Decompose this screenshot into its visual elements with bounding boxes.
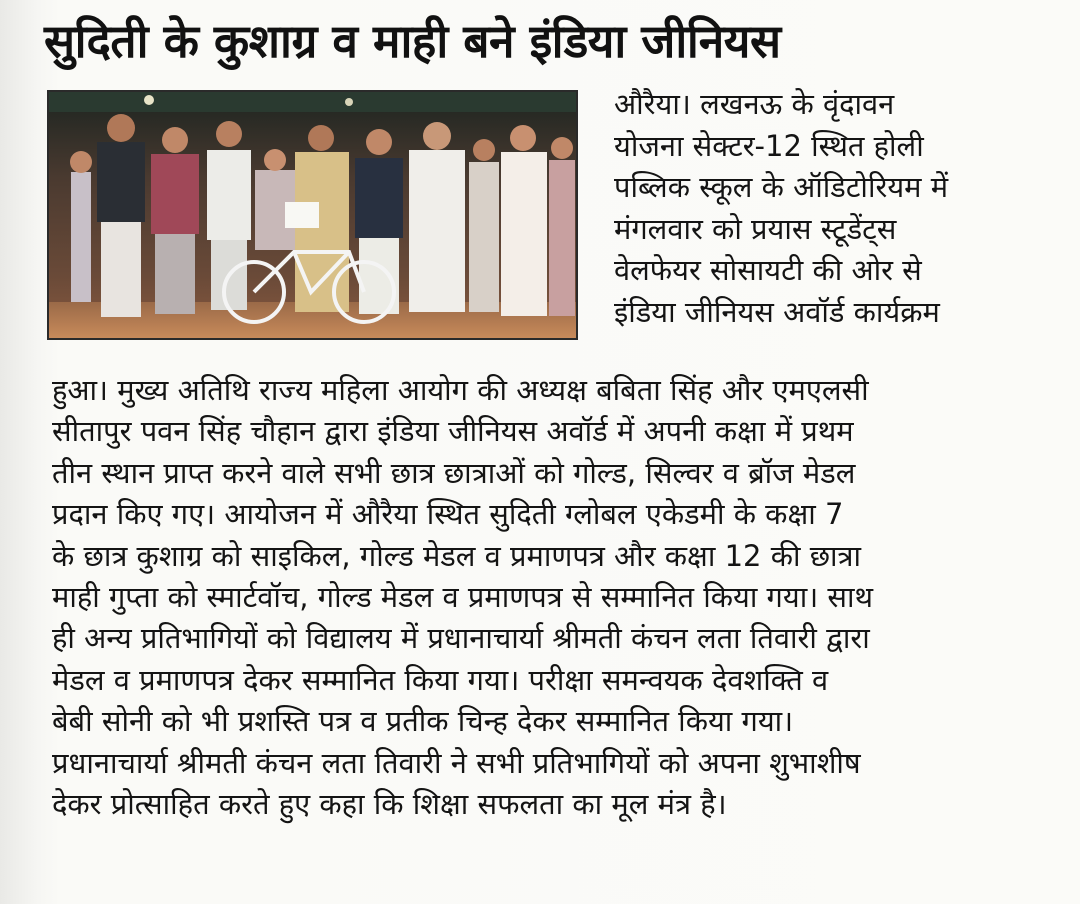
article-line: ही अन्य प्रतिभागियों को विद्यालय में प्रधानाचार्या श्रीमती कंचन लता तिवारी द्वारा — [52, 621, 870, 656]
article-line: योजना सेक्टर-12 स्थित होली — [614, 128, 924, 163]
article-line: के छात्र कुशाग्र को साइकिल, गोल्ड मेडल व प्रमाणपत्र और कक्षा 12 की छात्रा — [52, 538, 862, 573]
article-line: प्रदान किए गए। आयोजन में औरैया स्थित सुदिती ग्लोबल एकेडमी के कक्षा 7 — [52, 497, 844, 532]
article-body-text — [52, 370, 1052, 825]
article-line: प्रधानाचार्या श्रीमती कंचन लता तिवारी ने सभी प्रतिभागियों को अपना शुभाशीष — [52, 745, 861, 780]
article-line: बेबी सोनी को भी प्रशस्ति पत्र व प्रतीक चिन्ह देकर सम्मानित किया गया। — [52, 704, 794, 739]
article-line: वेलफेयर सोसायटी की ओर से — [614, 253, 922, 287]
article-line: हुआ। मुख्य अतिथि राज्य महिला आयोग की अध्यक्ष बबिता सिंह और एमएलसी — [52, 373, 869, 407]
article-line: इंडिया जीनियस अवॉर्ड कार्यक्रम — [614, 294, 940, 329]
article-line: मंगलवार को प्रयास स्टूडेंट्स — [614, 211, 897, 246]
news-photo-icon — [49, 92, 576, 338]
article-line: मेडल व प्रमाणपत्र देकर सम्मानित किया गया। परीक्षा समन्वयक देवशक्ति व — [52, 662, 829, 697]
article-column-text — [614, 84, 1044, 333]
news-photo — [47, 90, 578, 340]
article-line: पब्लिक स्कूल के ऑडिटोरियम में — [614, 170, 949, 204]
article-line: देकर प्रोत्साहित करते हुए कहा कि शिक्षा सफलता का मूल मंत्र है। — [52, 786, 727, 821]
article-line: औरैया। लखनऊ के वृंदावन — [614, 87, 895, 121]
article-line: तीन स्थान प्राप्त करने वाले सभी छात्र छात्राओं को गोल्ड, सिल्वर व ब्रॉज मेडल — [52, 455, 856, 490]
article-line: सीतापुर पवन सिंह चौहान द्वारा इंडिया जीनियस अवॉर्ड में अपनी कक्षा में प्रथम — [52, 414, 854, 449]
headline: सुदिती के कुशाग्र व माही बने इंडिया जीनियस — [44, 14, 781, 68]
article-line: माही गुप्ता को स्मार्टवॉच, गोल्ड मेडल व प्रमाणपत्र से सम्मानित किया गया। साथ — [52, 579, 874, 614]
